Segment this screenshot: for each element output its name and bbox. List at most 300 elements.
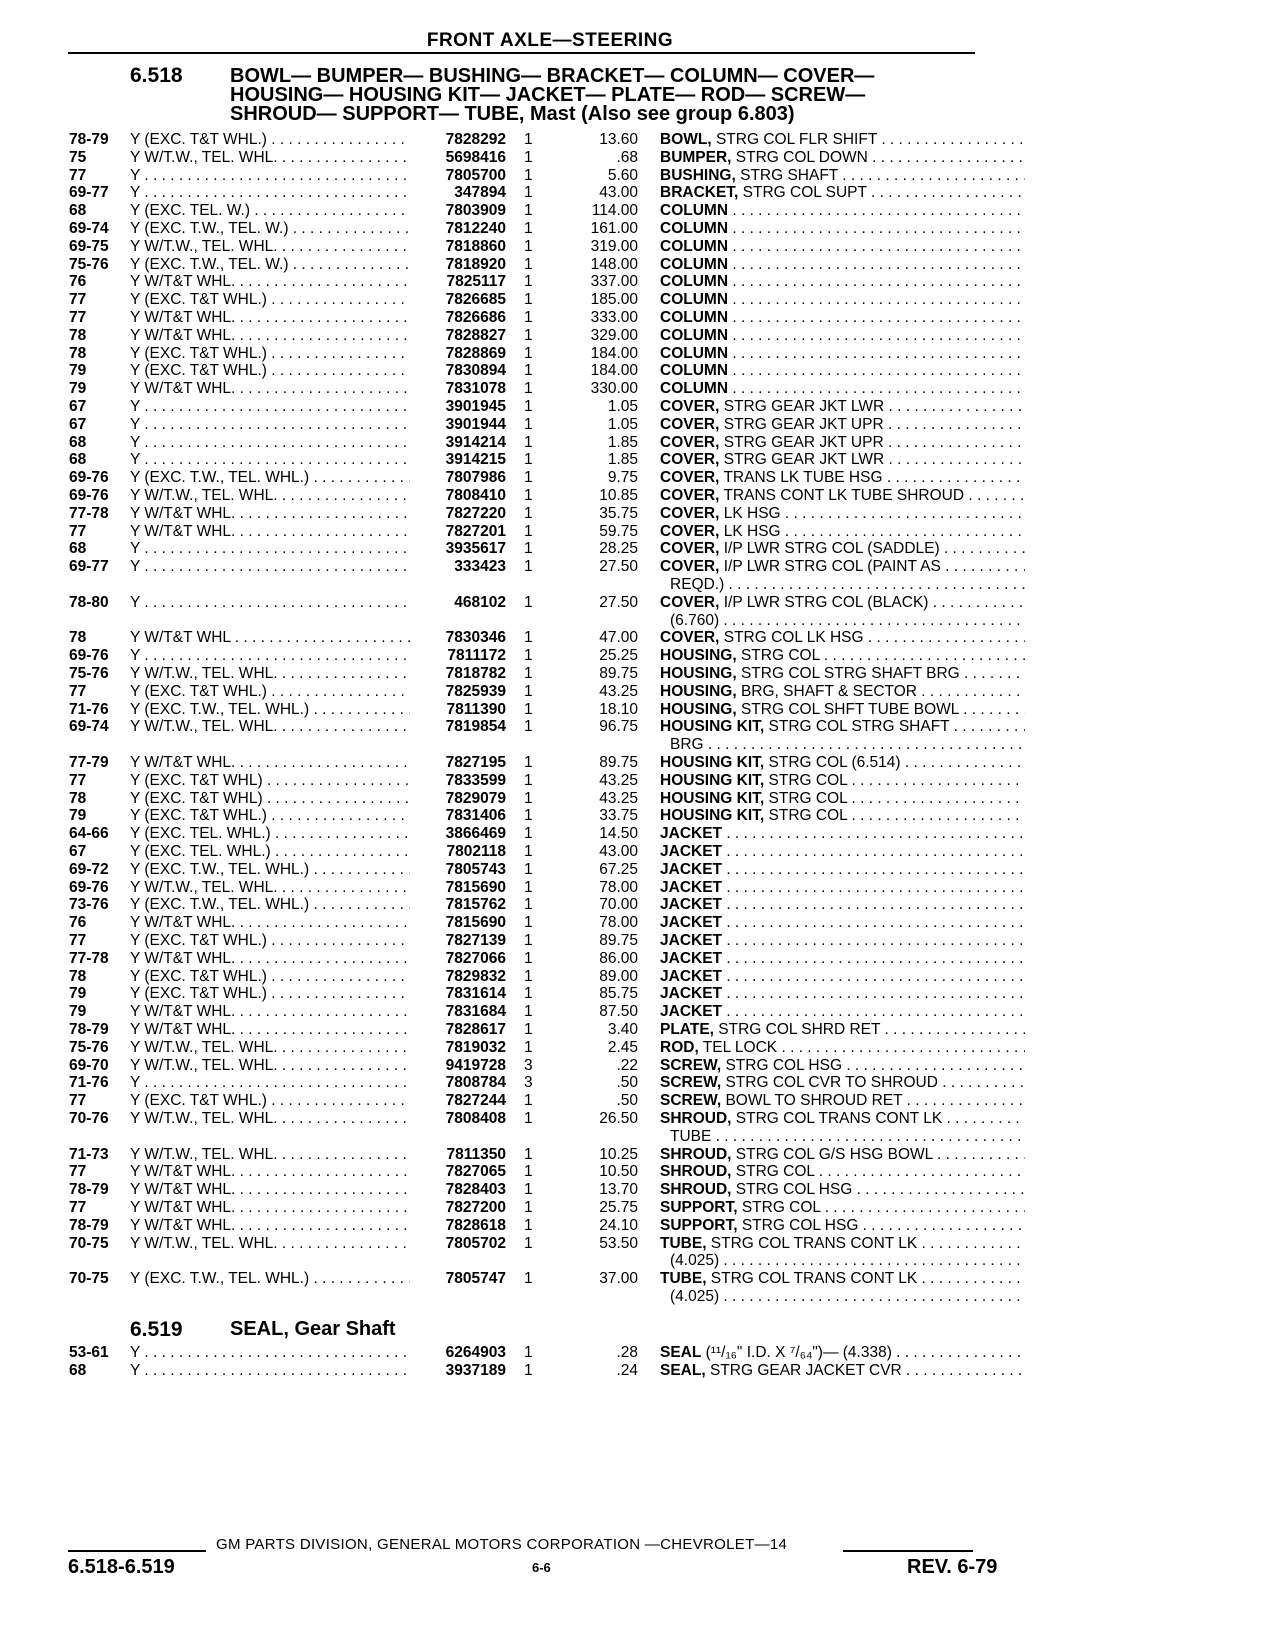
part-detail: STRG COL (6.514) <box>764 754 901 771</box>
description <box>660 664 1025 683</box>
part-number: 7811172 <box>447 647 506 665</box>
part-number: 7827139 <box>445 932 506 949</box>
table-row <box>0 1269 1280 1288</box>
model-year: 68 <box>69 451 87 469</box>
model-year: 77 <box>69 522 87 540</box>
part-number: 7831406 <box>445 807 506 825</box>
model-year: 67 <box>69 398 87 415</box>
price: 5.60 <box>607 166 638 184</box>
part-detail: STRG COL <box>764 771 848 789</box>
quantity: 1 <box>524 451 533 469</box>
quantity: 1 <box>524 771 533 789</box>
part-detail: STRG GEAR JKT LWR <box>719 451 885 469</box>
price: 10.50 <box>599 1163 638 1181</box>
application: Y W/T.W., TEL. WHL. . . . <box>130 148 410 167</box>
part-name: COLUMN <box>660 380 729 398</box>
description <box>660 326 1025 345</box>
quantity: 1 <box>524 754 533 771</box>
model-year: 69-76 <box>69 487 109 504</box>
part-number: 7828292 <box>445 131 506 148</box>
part-number: 7805702 <box>445 1234 506 1252</box>
part-detail: STRG COL <box>736 647 820 665</box>
description <box>660 1091 1025 1110</box>
part-detail: STRG COL CVR TO SHROUD <box>721 1074 938 1092</box>
model-year: 78 <box>69 789 87 807</box>
part-number: 7827200 <box>445 1199 506 1216</box>
application: Y W/T.W., TEL. WHL. . . . <box>130 1109 410 1128</box>
part-number: 7827065 <box>445 1163 506 1181</box>
application: Y . . . <box>130 166 410 185</box>
model-year: 75-76 <box>69 665 109 682</box>
table-row <box>0 1056 1280 1075</box>
price: 27.50 <box>599 593 638 611</box>
application: Y W/T.W., TEL. WHL. . . . <box>130 1056 410 1075</box>
part-detail: STRG GEAR JKT UPR <box>719 433 884 451</box>
description <box>660 771 1025 790</box>
part-number: 3901945 <box>445 398 506 415</box>
part-number: 7827220 <box>445 504 506 522</box>
footer-page-number: 6-6 <box>532 1560 551 1575</box>
description <box>660 450 1025 469</box>
application: Y (EXC. T&T WHL) . . . <box>130 771 410 790</box>
price: 70.00 <box>599 896 638 914</box>
model-year: 76 <box>69 914 87 932</box>
part-number: 7815762 <box>445 896 506 914</box>
table-row <box>0 878 1280 897</box>
price: 13.60 <box>599 131 638 148</box>
part-name: COVER, <box>660 415 720 433</box>
quantity: 1 <box>524 220 533 237</box>
model-year: 78 <box>69 326 87 344</box>
part-name: COVER, <box>660 629 720 647</box>
quantity: 1 <box>524 682 533 700</box>
model-year: 75-76 <box>69 255 109 273</box>
part-detail: STRG COL TRANS CONT LK <box>706 1234 918 1252</box>
description <box>660 646 1025 665</box>
table-row <box>0 130 1280 149</box>
application: Y (EXC. T&T WHL.) . . . <box>130 290 410 309</box>
price: 26.50 <box>599 1110 638 1127</box>
description <box>660 628 1025 647</box>
table-row <box>0 539 1280 558</box>
model-year: 69-77 <box>69 558 109 576</box>
model-year: 77-79 <box>69 754 109 771</box>
description-continuation: (4.025) . . . <box>670 1287 1025 1306</box>
price: 59.75 <box>599 522 638 540</box>
part-name: COVER, <box>660 504 720 522</box>
model-year: 76 <box>69 273 87 291</box>
application: Y W/T&T WHL. . . . <box>130 379 410 398</box>
part-number: 347894 <box>454 184 506 202</box>
description <box>660 166 1025 185</box>
price: 27.50 <box>599 558 638 576</box>
table-row <box>0 1073 1280 1092</box>
description <box>660 806 1025 825</box>
part-detail: STRG COL SHFT TUBE BOWL <box>736 700 959 718</box>
price: 185.00 <box>590 291 638 309</box>
price: 184.00 <box>590 344 638 362</box>
price: 78.00 <box>599 914 638 932</box>
model-year: 77 <box>69 1199 87 1216</box>
application: Y W/T&T WHL. . . . <box>130 272 410 291</box>
quantity: 3 <box>524 1056 533 1074</box>
quantity: 1 <box>524 700 533 718</box>
model-year: 75 <box>69 148 87 166</box>
quantity: 1 <box>524 1038 533 1056</box>
part-number: 7826686 <box>445 309 506 326</box>
table-row <box>0 984 1280 1003</box>
application: Y (EXC. T.W., TEL. WHL.) . . . <box>130 1269 410 1288</box>
model-year: 69-76 <box>69 647 109 665</box>
table-row <box>0 166 1280 185</box>
application: Y W/T&T WHL. . . . <box>130 1162 410 1181</box>
part-name: SUPPORT, <box>660 1199 738 1216</box>
table-row <box>0 1145 1280 1164</box>
description <box>660 753 1025 772</box>
part-number: 7807986 <box>445 469 506 487</box>
description <box>660 1269 1025 1288</box>
quantity: 1 <box>524 985 533 1003</box>
application: Y W/T&T WHL. . . . <box>130 522 410 541</box>
quantity: 1 <box>524 843 533 860</box>
part-detail: BRG, SHAFT & SECTOR <box>736 682 917 700</box>
description <box>660 1109 1025 1128</box>
section-heading-line: BOWL— BUMPER— BUSHING— BRACKET— COLUMN— COVER— <box>230 65 875 87</box>
part-name: COLUMN <box>660 237 729 255</box>
part-detail: TRANS LK TUBE HSG <box>719 469 883 487</box>
description <box>660 1343 1025 1362</box>
part-number: 7828403 <box>445 1181 506 1199</box>
part-detail: I/P LWR STRG COL (SADDLE) <box>719 540 940 558</box>
application: Y (EXC. T&T WHL.) . . . <box>130 361 410 380</box>
quantity: 3 <box>524 1074 533 1092</box>
price: 53.50 <box>599 1234 638 1252</box>
description <box>660 1180 1025 1199</box>
part-name: COVER, <box>660 558 720 576</box>
table-row <box>0 1198 1280 1217</box>
quantity: 1 <box>524 433 533 451</box>
model-year: 75-76 <box>69 1038 109 1056</box>
part-number: 7831078 <box>445 380 506 398</box>
price: 37.00 <box>599 1270 638 1288</box>
quantity: 1 <box>524 255 533 273</box>
price: 9.75 <box>607 469 638 487</box>
quantity: 1 <box>524 1145 533 1163</box>
description <box>660 842 1025 861</box>
quantity: 1 <box>524 469 533 487</box>
price: 78.00 <box>599 878 638 896</box>
price: 148.00 <box>590 255 638 273</box>
price: 35.75 <box>599 504 638 522</box>
price: 10.85 <box>599 487 638 504</box>
application: Y (EXC. T&T WHL.) . . . <box>130 1091 410 1110</box>
part-detail: STRG COL HSG <box>721 1056 843 1074</box>
application: Y (EXC. T.W., TEL. WHL.) . . . <box>130 700 410 719</box>
quantity: 1 <box>524 504 533 522</box>
application: Y (EXC. T&T WHL) . . . <box>130 789 410 808</box>
application: Y (EXC. TEL. WHL.) . . . <box>130 842 410 861</box>
quantity: 1 <box>524 398 533 415</box>
quantity: 1 <box>524 1199 533 1216</box>
description <box>660 700 1025 719</box>
part-name: BUMPER, <box>660 148 732 166</box>
part-name: ROD, <box>660 1038 699 1056</box>
table-row <box>0 379 1280 398</box>
quantity: 1 <box>524 273 533 291</box>
price: 330.00 <box>590 380 638 398</box>
table-row <box>0 717 1280 736</box>
section-heading-line: SHROUD— SUPPORT— TUBE, Mast (Also see group 6.803) <box>230 103 795 125</box>
price: 1.05 <box>607 398 638 415</box>
model-year: 77 <box>69 771 87 789</box>
part-number: 7833599 <box>445 771 506 789</box>
table-row <box>0 415 1280 434</box>
price: 43.00 <box>599 184 638 202</box>
application: Y W/T&T WHL. . . . <box>130 504 410 523</box>
description <box>660 1361 1025 1380</box>
application: Y (EXC. T.W., TEL. WHL.) . . . <box>130 860 410 879</box>
table-row <box>0 1002 1280 1021</box>
model-year: 69-76 <box>69 469 109 487</box>
part-number: 468102 <box>454 593 506 611</box>
application: Y W/T&T WHL. . . . <box>130 1020 410 1039</box>
part-name: JACKET <box>660 825 723 843</box>
application: Y (EXC. T&T WHL.) . . . <box>130 682 410 701</box>
section-heading-line: HOUSING— HOUSING KIT— JACKET— PLATE— ROD— SCREW— <box>230 84 866 106</box>
part-detail: STRG COL G/S HSG BOWL <box>731 1145 933 1163</box>
model-year: 78-80 <box>69 593 109 611</box>
part-name: HOUSING KIT, <box>660 718 765 736</box>
part-name: COVER, <box>660 433 720 451</box>
table-row <box>0 522 1280 541</box>
price: 13.70 <box>599 1181 638 1199</box>
part-detail: STRG COL HSG <box>737 1216 859 1234</box>
description <box>660 949 1025 968</box>
table-row <box>0 753 1280 772</box>
model-year: 73-76 <box>69 896 109 914</box>
description <box>660 468 1025 487</box>
table-row <box>0 1162 1280 1181</box>
part-name: SHROUD, <box>660 1145 732 1163</box>
part-name: JACKET <box>660 967 723 985</box>
part-number: 7808410 <box>445 487 506 504</box>
model-year: 71-73 <box>69 1145 109 1163</box>
description <box>660 593 1025 612</box>
table-row <box>0 1216 1280 1235</box>
quantity: 1 <box>524 949 533 967</box>
description <box>660 219 1025 238</box>
part-name: COVER, <box>660 522 720 540</box>
part-name: HOUSING KIT, <box>660 754 765 771</box>
part-name: SHROUD, <box>660 1181 732 1199</box>
quantity: 1 <box>524 558 533 576</box>
quantity: 1 <box>524 932 533 949</box>
description <box>660 860 1025 879</box>
application: Y W/T.W., TEL. WHL. . . . <box>130 1145 410 1164</box>
description <box>660 1216 1025 1235</box>
part-name: COVER, <box>660 487 720 504</box>
part-name: COVER, <box>660 469 720 487</box>
part-number: 333423 <box>454 558 506 576</box>
application: Y W/T&T WHL. . . . <box>130 1216 410 1235</box>
description <box>660 682 1025 701</box>
model-year: 70-75 <box>69 1270 109 1288</box>
description <box>660 895 1025 914</box>
table-row <box>0 931 1280 950</box>
quantity: 1 <box>524 825 533 843</box>
description <box>660 1145 1025 1164</box>
application: Y W/T&T WHL. . . . <box>130 1198 410 1217</box>
table-row <box>0 1020 1280 1039</box>
quantity: 1 <box>524 166 533 184</box>
part-number: 6264903 <box>445 1344 506 1361</box>
table-row <box>0 237 1280 256</box>
model-year: 77 <box>69 309 87 326</box>
model-year: 77 <box>69 1163 87 1181</box>
price: 10.25 <box>599 1145 638 1163</box>
table-row <box>0 1109 1280 1128</box>
table-row <box>0 913 1280 932</box>
model-year: 69-70 <box>69 1056 109 1074</box>
part-detail: STRG COL LK HSG <box>719 629 864 647</box>
model-year: 78-79 <box>69 1181 109 1199</box>
description <box>660 522 1025 541</box>
part-name: COLUMN <box>660 273 729 291</box>
description <box>660 789 1025 808</box>
part-detail: STRG GEAR JKT UPR <box>719 415 884 433</box>
table-row <box>0 700 1280 719</box>
table-row <box>0 468 1280 487</box>
part-name: JACKET <box>660 914 723 932</box>
model-year: 71-76 <box>69 1074 109 1092</box>
part-detail: STRG COL STRG SHAFT BRG <box>736 665 960 682</box>
table-row <box>0 949 1280 968</box>
model-year: 53-61 <box>69 1344 109 1361</box>
model-year: 79 <box>69 380 87 398</box>
quantity: 1 <box>524 1181 533 1199</box>
price: 89.75 <box>599 665 638 682</box>
quantity: 1 <box>524 131 533 148</box>
part-name: JACKET <box>660 932 723 949</box>
description <box>660 1073 1025 1092</box>
quantity: 1 <box>524 878 533 896</box>
model-year: 78-79 <box>69 1021 109 1038</box>
section-heading <box>230 67 874 124</box>
part-name: COVER, <box>660 593 720 611</box>
part-name: HOUSING, <box>660 700 737 718</box>
table-row <box>0 486 1280 505</box>
price: 18.10 <box>599 700 638 718</box>
price: 161.00 <box>590 220 638 237</box>
table-row <box>0 557 1280 576</box>
part-name: COVER, <box>660 451 720 469</box>
application: Y W/T.W., TEL. WHL. . . . <box>130 878 410 897</box>
description <box>660 931 1025 950</box>
model-year: 77 <box>69 1092 87 1110</box>
model-year: 79 <box>69 985 87 1003</box>
price: 28.25 <box>599 540 638 558</box>
application: Y W/T&T WHL. . . . <box>130 753 410 772</box>
price: 3.40 <box>607 1021 638 1038</box>
part-number: 3914214 <box>445 433 506 451</box>
price: 96.75 <box>599 718 638 736</box>
part-number: 7827201 <box>445 522 506 540</box>
part-number: 7830894 <box>445 362 506 380</box>
model-year: 68 <box>69 433 87 451</box>
part-number: 3914215 <box>445 451 506 469</box>
table-row <box>0 664 1280 683</box>
model-year: 77 <box>69 291 87 309</box>
model-year: 67 <box>69 415 87 433</box>
application: Y W/T&T WHL. . . . <box>130 949 410 968</box>
footer-text: GM PARTS DIVISION, GENERAL MOTORS CORPORATION —CHEVROLET—14 <box>216 1536 788 1553</box>
part-number: 7819032 <box>445 1038 506 1056</box>
part-detail: (¹¹/₁₆" I.D. X ⁷/₆₄")— (4.338) <box>701 1344 892 1361</box>
application: Y . . . <box>130 450 410 469</box>
description <box>660 308 1025 327</box>
model-year: 67 <box>69 843 87 860</box>
application: Y (EXC. T.W., TEL. W.) . . . <box>130 255 410 274</box>
description-continuation: BRG . . . <box>670 735 1025 754</box>
quantity: 1 <box>524 1092 533 1110</box>
part-number: 7829832 <box>445 967 506 985</box>
part-name: HOUSING, <box>660 665 737 682</box>
quantity: 1 <box>524 807 533 825</box>
part-number: 7819854 <box>445 718 506 736</box>
description <box>660 361 1025 380</box>
part-number: 7815690 <box>445 914 506 932</box>
price: 337.00 <box>590 273 638 291</box>
application: Y (EXC. T&T WHL.) . . . <box>130 806 410 825</box>
part-name: BOWL, <box>660 131 712 148</box>
description <box>660 201 1025 220</box>
part-number: 7818782 <box>445 665 506 682</box>
quantity: 1 <box>524 362 533 380</box>
application: Y . . . <box>130 1343 410 1362</box>
part-name: COLUMN <box>660 291 729 309</box>
part-number: 7828869 <box>445 344 506 362</box>
part-number: 3901944 <box>445 415 506 433</box>
part-number: 7828617 <box>445 1021 506 1038</box>
price: 1.05 <box>607 415 638 433</box>
part-number: 7818860 <box>445 237 506 255</box>
table-row <box>0 1361 1280 1380</box>
quantity: 1 <box>524 148 533 166</box>
table-row <box>0 397 1280 416</box>
part-detail: STRG GEAR JKT LWR <box>719 398 885 415</box>
application: Y . . . <box>130 183 410 202</box>
quantity: 1 <box>524 1361 533 1379</box>
table-row <box>0 504 1280 523</box>
application: Y W/T&T WHL. . . . <box>130 1002 410 1021</box>
table-row <box>0 824 1280 843</box>
description <box>660 148 1025 167</box>
part-name: SEAL <box>660 1344 702 1361</box>
part-number: 7811350 <box>446 1145 506 1163</box>
quantity: 1 <box>524 415 533 433</box>
price: 87.50 <box>599 1003 638 1021</box>
description <box>660 237 1025 256</box>
model-year: 64-66 <box>69 825 109 843</box>
table-row <box>0 806 1280 825</box>
section-heading: SEAL, Gear Shaft <box>230 1318 396 1340</box>
part-name: JACKET <box>660 1003 723 1021</box>
price: 114.00 <box>591 202 638 220</box>
application: Y (EXC. TEL. W.) . . . <box>130 201 410 220</box>
part-detail: STRG COL DOWN <box>731 148 868 166</box>
quantity: 1 <box>524 896 533 914</box>
model-year: 71-76 <box>69 700 109 718</box>
